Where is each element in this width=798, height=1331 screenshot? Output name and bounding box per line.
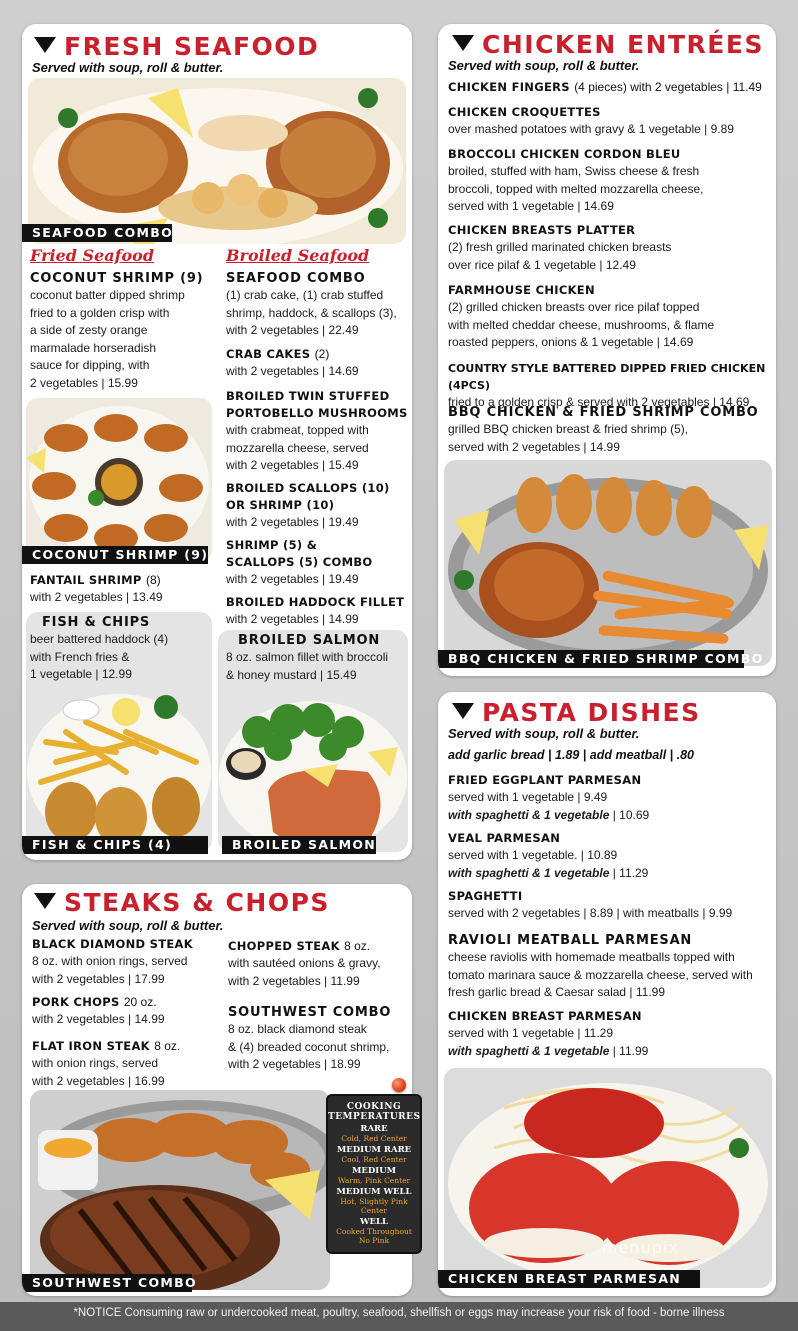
item-name: SPAGHETTI <box>448 889 523 903</box>
pork-chops-item <box>32 994 228 1029</box>
item-description: with 2 vegetables | 19.49 <box>226 572 359 586</box>
broiled-haddock-item <box>226 594 412 629</box>
steaks-chops-subtitle: Served with soup, roll & butter. <box>32 918 224 933</box>
broiled-salmon-item <box>226 632 406 684</box>
item-name-text: CHOPPED STEAK <box>228 939 340 953</box>
chopped-steak-item <box>228 938 412 990</box>
item-name: BROILED HADDOCK FILLET <box>226 595 405 609</box>
item-name: BROILED TWIN STUFFED PORTOBELLO MUSHROOMS <box>226 389 408 420</box>
triangle-bullet-icon <box>34 37 56 53</box>
pasta-dishes-subtitle: Served with soup, roll & butter. <box>448 726 640 741</box>
fish-chips-caption: FISH & CHIPS (4) <box>22 836 208 854</box>
item-description: (2) grilled chicken breasts over rice pilaf topped with melted cheddar cheese, mushrooms, & flame roasted peppers, onions & 1 vegetable | 14.69 <box>448 300 715 349</box>
item-description: with 2 vegetables | 14.69 <box>226 364 359 378</box>
item-description: beer battered haddock (4) with French fries & 1 vegetable | 12.99 <box>30 632 169 681</box>
option-price: | 10.69 <box>612 807 650 822</box>
veal-parmesan-item <box>448 830 772 882</box>
item-description: with 2 vegetables | 19.49 <box>226 515 359 529</box>
item-name: FARMHOUSE CHICKEN <box>448 283 595 297</box>
cooking-level-well <box>328 1217 420 1245</box>
chicken-entrees-panel <box>438 24 776 676</box>
fresh-seafood-subtitle: Served with soup, roll & butter. <box>32 60 224 75</box>
item-name: VEAL PARMESAN <box>448 831 561 845</box>
item-name: FRIED EGGPLANT PARMESAN <box>448 773 642 787</box>
item-description: with crabmeat, topped with mozzarella cheese, served with 2 vegetables | 15.49 <box>226 423 369 472</box>
pasta-dishes-title <box>452 698 701 727</box>
bbq-combo-image <box>444 460 772 666</box>
chicken-entrees-subtitle: Served with soup, roll & butter. <box>448 58 640 73</box>
flat-iron-steak-item <box>32 1038 228 1090</box>
item-qty: 20 oz. <box>123 995 157 1009</box>
item-description: coconut batter dipped shrimp fried to a golden crisp with a side of zesty orange marmalade horseradish sauce for dipping, with 2 vegetables | 15.99 <box>30 288 185 390</box>
item-qty: 8 oz. <box>154 1039 181 1053</box>
broiled-seafood-combo-item <box>226 270 412 340</box>
item-qty: (8) <box>145 573 161 587</box>
item-description: served with 2 vegetables | 8.89 | with meatballs | 9.99 <box>448 906 733 920</box>
pasta-dishes-panel <box>438 692 776 1296</box>
option-label: with spaghetti & 1 vegetable <box>448 807 610 822</box>
fresh-seafood-title-text: FRESH SEAFOOD <box>64 32 320 61</box>
fish-chips-item <box>30 614 210 684</box>
fantail-shrimp-item <box>30 572 220 607</box>
item-description: (2) fresh grilled marinated chicken breasts over rice pilaf & 1 vegetable | 12.49 <box>448 240 672 272</box>
level-name: MEDIUM RARE <box>336 1145 412 1155</box>
item-name-text: FANTAIL SHRIMP <box>30 573 142 587</box>
bbq-combo-photo <box>444 460 772 666</box>
fresh-seafood-title <box>34 32 319 61</box>
cooking-temperatures-title: COOKING TEMPERATURES <box>328 1102 421 1122</box>
southwest-combo-item <box>228 1004 412 1074</box>
item-name: COCONUT SHRIMP (9) <box>30 271 204 286</box>
level-name: WELL <box>360 1217 388 1227</box>
item-name-text: CRAB CAKES <box>226 347 311 361</box>
item-qty-price: (4 pieces) with 2 vegetables | 11.49 <box>574 80 762 94</box>
seafood-combo-caption: SEAFOOD COMBO <box>22 224 172 242</box>
broiled-salmon-caption: BROILED SALMON <box>222 836 376 854</box>
item-name: SHRIMP (5) & SCALLOPS (5) COMBO <box>226 538 373 569</box>
chicken-parmesan-caption: CHICKEN BREAST PARMESAN <box>438 1270 700 1288</box>
broiled-salmon-card <box>218 630 408 852</box>
chicken-breast-parmesan-item <box>448 1008 772 1060</box>
broiled-scallops-item <box>226 480 412 532</box>
item-description: 8 oz. with onion rings, served with 2 vegetables | 17.99 <box>32 954 188 986</box>
option-price: | 11.99 <box>612 1043 649 1058</box>
level-name: MEDIUM <box>351 1166 397 1176</box>
steaks-chops-title-text: STEAKS & CHOPS <box>64 888 330 917</box>
eggplant-parmesan-item <box>448 772 772 824</box>
level-description: Cold, Red Center <box>341 1134 407 1143</box>
item-name: CHICKEN BREAST PARMESAN <box>448 1009 642 1023</box>
item-name: CHICKEN CROQUETTES <box>448 105 601 119</box>
item-name <box>226 346 412 363</box>
cooking-temperatures-card <box>326 1094 422 1254</box>
item-description: served with 1 vegetable. | 10.89 <box>448 848 618 862</box>
item-name: COUNTRY STYLE BATTERED DIPPED FRIED CHICKEN (4PCS) <box>448 362 766 392</box>
steaks-chops-title <box>34 888 330 917</box>
push-pin-icon <box>392 1078 406 1092</box>
item-name: BROCCOLI CHICKEN CORDON BLEU <box>448 147 681 161</box>
item-description: with 2 vegetables | 13.49 <box>30 590 163 604</box>
coconut-shrimp-photo <box>26 398 212 562</box>
item-name: FISH & CHIPS <box>42 615 151 630</box>
broiled-salmon-image <box>218 692 408 852</box>
level-description: Warm, Pink Center <box>337 1176 411 1185</box>
fresh-seafood-panel <box>22 24 412 860</box>
item-name: BROILED SCALLOPS (10) OR SHRIMP (10) <box>226 481 390 512</box>
coconut-shrimp-item <box>30 270 220 392</box>
fish-chips-card <box>26 612 212 852</box>
shrimp-scallops-combo-item <box>226 537 412 589</box>
chicken-entrees-title-text: CHICKEN ENTRÉES <box>482 30 764 59</box>
ravioli-meatball-item <box>448 932 774 1002</box>
item-qty: (2) <box>314 347 330 361</box>
spaghetti-item <box>448 888 772 923</box>
chicken-parmesan-photo <box>444 1068 772 1288</box>
triangle-bullet-icon <box>34 893 56 909</box>
pasta-addons: add garlic bread | 1.89 | add meatball | .80 <box>448 748 695 762</box>
triangle-bullet-icon <box>452 703 474 719</box>
fried-seafood-heading: Fried Seafood <box>30 246 155 265</box>
item-name-text: CHICKEN FINGERS <box>448 80 570 94</box>
option-label: with spaghetti & 1 vegetable <box>448 865 610 880</box>
triangle-bullet-icon <box>452 35 474 51</box>
cooking-level-medium-well <box>328 1187 420 1215</box>
black-diamond-steak-item <box>32 936 228 988</box>
southwest-combo-photo <box>30 1090 330 1290</box>
option-price: | 11.29 <box>612 865 649 880</box>
item-qty: 8 oz. <box>344 939 371 953</box>
item-option <box>448 1043 772 1061</box>
chicken-entrees-title <box>452 30 764 59</box>
cooking-level-rare <box>328 1124 420 1143</box>
farmhouse-chicken-item <box>448 282 772 352</box>
item-name: RAVIOLI MEATBALL PARMESAN <box>448 933 693 948</box>
seafood-combo-photo <box>28 78 406 244</box>
coconut-shrimp-image <box>26 398 212 562</box>
item-name <box>30 572 220 589</box>
cooking-level-medium <box>328 1166 420 1185</box>
broiled-seafood-heading: Broiled Seafood <box>226 246 370 265</box>
item-description: over mashed potatoes with gravy & 1 vegetable | 9.89 <box>448 122 734 136</box>
item-description: with 2 vegetables | 14.99 <box>226 612 359 626</box>
item-description: fried to a golden crisp & served with 2 vegetables | 14.69 <box>448 395 750 409</box>
southwest-combo-caption: SOUTHWEST COMBO <box>22 1274 192 1292</box>
item-name: BBQ CHICKEN & FRIED SHRIMP COMBO <box>448 405 759 420</box>
chicken-fingers-item <box>448 79 772 96</box>
cordon-bleu-item <box>448 146 772 216</box>
level-description: Cool, Red Center <box>341 1155 407 1164</box>
level-name: MEDIUM WELL <box>336 1187 412 1197</box>
item-name-text: FLAT IRON STEAK <box>32 1039 150 1053</box>
item-description: 8 oz. black diamond steak & (4) breaded coconut shrimp, with 2 vegetables | 18.99 <box>228 1022 390 1071</box>
item-name-text: PORK CHOPS <box>32 995 120 1009</box>
portobello-mushrooms-item <box>226 388 412 475</box>
coconut-shrimp-caption: COCONUT SHRIMP (9) <box>22 546 208 564</box>
item-name: BLACK DIAMOND STEAK <box>32 937 193 951</box>
option-label: with spaghetti & 1 vegetable <box>448 1043 610 1058</box>
level-name: RARE <box>360 1124 388 1134</box>
item-description: served with 1 vegetable | 9.49 <box>448 790 608 804</box>
cooking-level-medium-rare <box>328 1145 420 1164</box>
item-option <box>448 807 772 825</box>
level-description: Hot, Slightly Pink Center <box>340 1197 408 1215</box>
item-description: served with 1 vegetable | 11.29 <box>448 1026 613 1040</box>
fish-chips-image <box>26 682 212 852</box>
seafood-combo-image <box>28 78 406 244</box>
bbq-combo-caption: BBQ CHICKEN & FRIED SHRIMP COMBO <box>438 650 744 668</box>
item-name <box>448 79 772 96</box>
item-description: cheese raviolis with homemade meatballs topped with tomato marinara sauce & mozzarella cheese, served with fresh garlic bread & Caesar salad | 11.99 <box>448 950 753 999</box>
southwest-combo-image <box>30 1090 330 1290</box>
menupix-watermark: menupix <box>602 1238 679 1257</box>
level-description: Cooked Throughout No Pink <box>336 1227 412 1245</box>
item-name: SOUTHWEST COMBO <box>228 1005 392 1020</box>
food-safety-notice: *NOTICE Consuming raw or undercooked meat, poultry, seafood, shellfish or eggs may increase your risk of food - borne illness <box>0 1302 798 1331</box>
crab-cakes-item <box>226 346 412 381</box>
item-name: SEAFOOD COMBO <box>226 271 366 286</box>
item-description: with 2 vegetables | 14.99 <box>32 1012 165 1026</box>
item-option <box>448 865 772 883</box>
item-name <box>32 1038 228 1055</box>
pasta-dishes-title-text: PASTA DISHES <box>482 698 701 727</box>
item-description: with onion rings, served with 2 vegetables | 16.99 <box>32 1056 165 1088</box>
item-name: BROILED SALMON <box>238 633 381 648</box>
item-description: grilled BBQ chicken breast & fried shrimp (5), served with 2 vegetables | 14.99 <box>448 422 689 454</box>
item-description: with sautéed onions & gravy, with 2 vegetables | 11.99 <box>228 956 381 988</box>
item-description: 8 oz. salmon fillet with broccoli & honey mustard | 15.49 <box>226 650 389 682</box>
bbq-chicken-shrimp-item <box>448 404 774 456</box>
chicken-croquettes-item <box>448 104 772 139</box>
item-name: CHICKEN BREASTS PLATTER <box>448 223 636 237</box>
item-description: (1) crab cake, (1) crab stuffed shrimp, haddock, & scallops (3), with 2 vegetables | 22.49 <box>226 288 397 337</box>
item-name <box>228 938 412 955</box>
item-description: broiled, stuffed with ham, Swiss cheese & fresh broccoli, topped with melted mozzarella cheese, served with 1 vegetable | 14.69 <box>448 164 704 213</box>
item-name <box>32 994 228 1011</box>
chicken-breasts-platter-item <box>448 222 772 274</box>
